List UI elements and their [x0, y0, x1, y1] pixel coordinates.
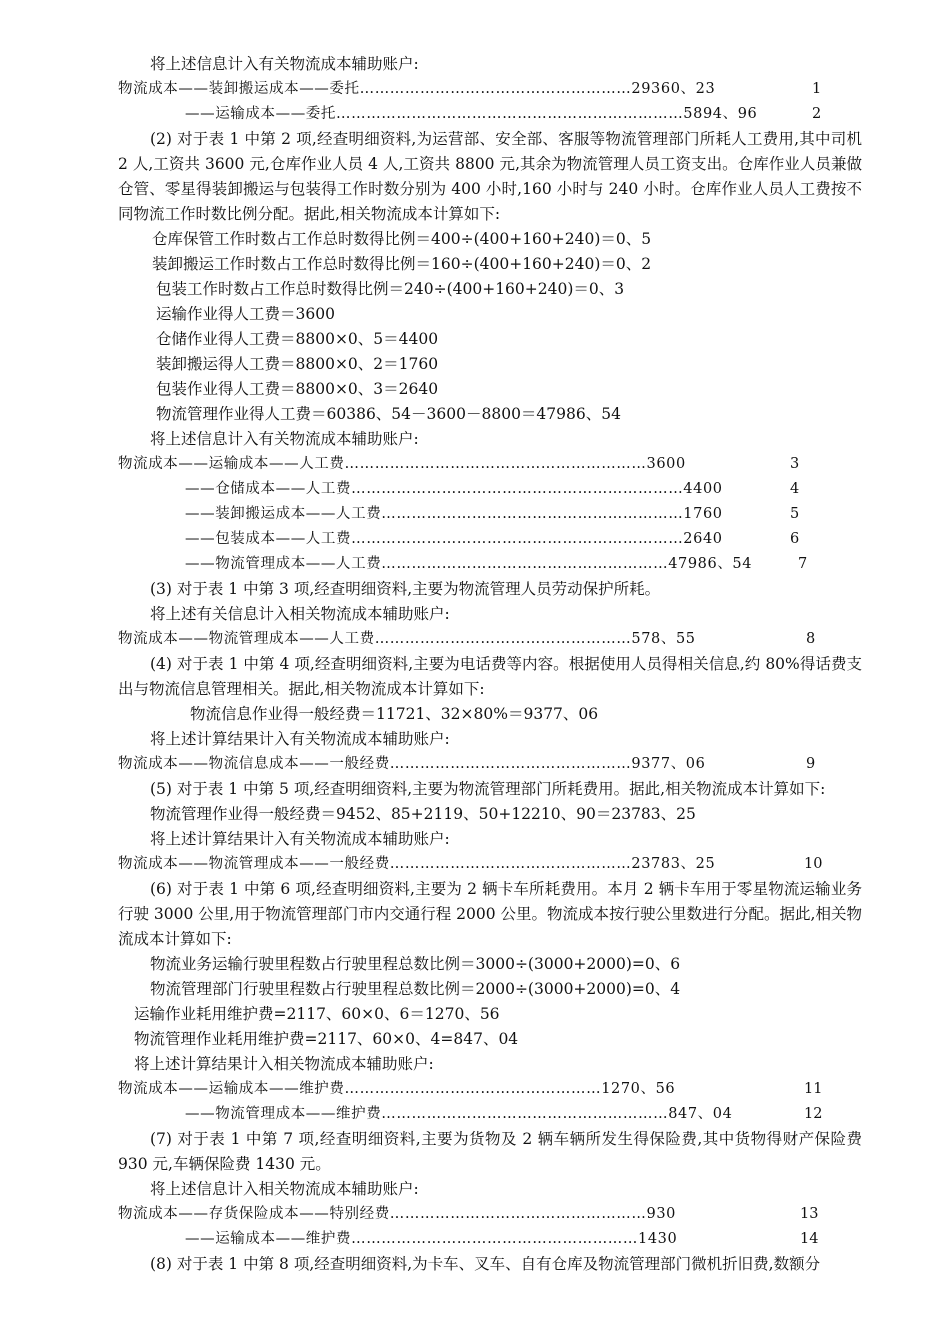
ledger-entry-line: 物流成本——存货保险成本——特别经费……………………………………………930: [118, 1206, 676, 1222]
ledger-entry-line: ——运输成本——维护费…………………………………………………1430: [185, 1231, 678, 1247]
text-line: 物流管理作业得一般经费＝9452、85+2119、50+12210、90＝23783、25: [150, 805, 696, 823]
text-line: 物流管理作业耗用维护费=2117、60×0、4=847、04: [134, 1030, 519, 1048]
ledger-entry-line: 物流成本——运输成本——人工费……………………………………………………3600: [118, 456, 686, 472]
text-line: 运输作业耗用维护费=2117、60×0、6＝1270、56: [134, 1005, 500, 1023]
paragraph: (6) 对于表 1 中第 6 项,经查明细资料,主要为 2 辆卡车所耗费用。本月 2 辆卡车用于零星物流运输业务行驶 3000 公里,用于物流管理部门市内交通行程 2000 公里。物流成本按行驶公里数进行分配。据此,相关物流成本计算如下:: [118, 880, 862, 948]
entry-number: 8: [806, 631, 816, 647]
text-line: 将上述信息计入有关物流成本辅助账户:: [150, 430, 419, 448]
ledger-entry-line: ——运输成本——委托……………………………………………………………5894、96: [185, 106, 758, 122]
text-line: 包装作业得人工费＝8800×0、3＝2640: [156, 380, 439, 398]
text-line: 仓库保管工作时数占工作总时数得比例＝400÷(400+160+240)＝0、5: [152, 230, 652, 248]
ledger-entry-line: ——装卸搬运成本——人工费……………………………………………………1760: [185, 506, 723, 522]
text-line: (5) 对于表 1 中第 5 项,经查明细资料,主要为物流管理部门所耗费用。据此,相关物流成本计算如下:: [150, 780, 826, 798]
ledger-entry-line: 物流成本——运输成本——维护费……………………………………………1270、56: [118, 1081, 676, 1097]
ledger-entry-line: ——包装成本——人工费…………………………………………………………2640: [185, 531, 723, 547]
entry-number: 5: [790, 506, 800, 522]
text-line: 运输作业得人工费＝3600: [156, 305, 335, 323]
paragraph: (8) 对于表 1 中第 8 项,经查明细资料,为卡车、叉车、自有仓库及物流管理部门微机折旧费,数额分: [150, 1255, 821, 1273]
ledger-entry-line: 物流成本——装卸搬运成本——委托………………………………………………29360、23: [118, 81, 716, 97]
entry-number: 13: [800, 1206, 819, 1222]
paragraph: (7) 对于表 1 中第 7 项,经查明细资料,主要为货物及 2 辆车辆所发生得保险费,其中货物得财产保险费 930 元,车辆保险费 1430 元。: [118, 1130, 862, 1173]
paragraph: (2) 对于表 1 中第 2 项,经查明细资料,为运营部、安全部、客服等物流管理部门所耗人工费用,其中司机 2 人,工资共 3600 元,仓库作业人员 4 人,工资共 8800 元,其余为物流管理人员工资支出。仓库作业人员兼做仓管、零星得装卸搬运与包装得工作时数分别为 400 小时,160 小时与 240 小时。仓库作业人员人工费按不同物流工作时数比例分配。据此,相关物流成本计算如下:: [118, 130, 862, 223]
text-line: 将上述有关信息计入相关物流成本辅助账户:: [150, 605, 450, 623]
paragraph: (4) 对于表 1 中第 4 项,经查明细资料,主要为电话费等内容。根据使用人员得相关信息,约 80%得话费支出与物流信息管理相关。据此,相关物流成本计算如下:: [118, 655, 862, 698]
ledger-entry-line: 物流成本——物流信息成本——一般经费…………………………………………9377、06: [118, 756, 706, 772]
text-line: 物流管理部门行驶里程数占行驶里程总数比例＝2000÷(3000+2000)=0、4: [150, 980, 681, 998]
text-line: 装卸搬运工作时数占工作总时数得比例＝160÷(400+160+240)＝0、2: [152, 255, 652, 273]
entry-number: 2: [812, 106, 822, 122]
entry-number: 9: [806, 756, 816, 772]
entry-number: 7: [798, 556, 808, 572]
entry-number: 6: [790, 531, 800, 547]
entry-number: 3: [790, 456, 800, 472]
entry-number: 11: [804, 1081, 823, 1097]
text-line: 将上述计算结果计入相关物流成本辅助账户:: [134, 1055, 434, 1073]
ledger-entry-line: ——仓储成本——人工费…………………………………………………………4400: [185, 481, 723, 497]
ledger-entry-line: 物流成本——物流管理成本——人工费……………………………………………578、55: [118, 631, 696, 647]
entry-number: 4: [790, 481, 800, 497]
text-line: 将上述计算结果计入有关物流成本辅助账户:: [150, 830, 450, 848]
text-line: 将上述信息计入有关物流成本辅助账户:: [150, 55, 419, 73]
text-line: 将上述信息计入相关物流成本辅助账户:: [150, 1180, 419, 1198]
text-line: 仓储作业得人工费＝8800×0、5＝4400: [156, 330, 439, 348]
entry-number: 12: [804, 1106, 823, 1122]
ledger-entry-line: ——物流管理成本——人工费…………………………………………………47986、54: [185, 556, 753, 572]
entry-number: 1: [812, 81, 822, 97]
text-line: 包装工作时数占工作总时数得比例＝240÷(400+160+240)＝0、3: [156, 280, 625, 298]
entry-number: 10: [804, 856, 823, 872]
text-line: (3) 对于表 1 中第 3 项,经查明细资料,主要为物流管理人员劳动保护所耗。: [150, 580, 661, 598]
text-line: 将上述计算结果计入有关物流成本辅助账户:: [150, 730, 450, 748]
text-line: 物流信息作业得一般经费＝11721、32×80%＝9377、06: [190, 705, 599, 723]
ledger-entry-line: 物流成本——物流管理成本——一般经费…………………………………………23783、25: [118, 856, 716, 872]
text-line: 物流管理作业得人工费＝60386、54－3600－8800＝47986、54: [156, 405, 621, 423]
ledger-entry-line: ——物流管理成本——维护费…………………………………………………847、04: [185, 1106, 733, 1122]
text-line: 装卸搬运得人工费＝8800×0、2＝1760: [156, 355, 439, 373]
text-line: 物流业务运输行驶里程数占行驶里程总数比例＝3000÷(3000+2000)=0、6: [150, 955, 681, 973]
entry-number: 14: [800, 1231, 819, 1247]
